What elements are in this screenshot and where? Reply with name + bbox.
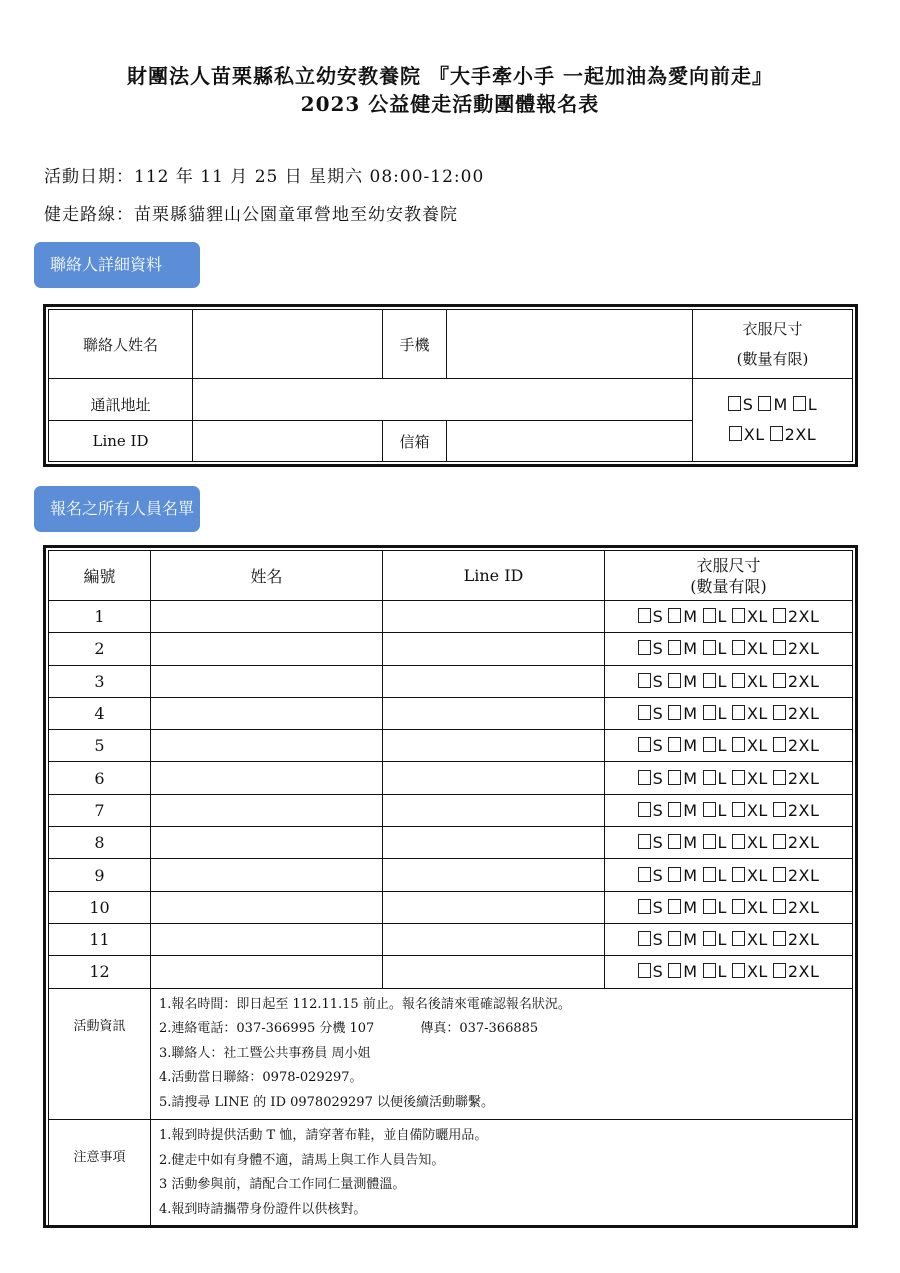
contact-email-label: 信箱 [383, 421, 447, 462]
line-id-field[interactable] [383, 697, 605, 729]
contact-phone-field[interactable] [447, 310, 693, 379]
name-field[interactable] [151, 633, 383, 665]
contact-email-field[interactable] [447, 421, 693, 462]
checkbox-s[interactable] [638, 963, 651, 978]
col-number-header: 編號 [49, 551, 151, 601]
size-option-label: XL [746, 607, 768, 627]
activity-info-fax: 傳真：037-366885 [420, 1021, 539, 1037]
size-option-label: S [652, 962, 664, 982]
size-option-label: XL [746, 930, 768, 950]
line-id-field[interactable] [383, 762, 605, 794]
size-option-label: L [717, 930, 727, 950]
size-options [605, 859, 853, 891]
size-option-label: S [652, 639, 664, 659]
row-number: 5 [49, 730, 151, 762]
size-option-label: S [652, 897, 664, 917]
checkbox-l[interactable] [703, 608, 716, 623]
size-option-label: M [683, 833, 698, 853]
checkbox-s[interactable] [638, 867, 651, 882]
activity-info-line: 4.活動當日聯絡：0978-029297。 [159, 1070, 363, 1086]
contact-table [48, 309, 853, 462]
size-option-label: 2XL [787, 671, 820, 691]
checkbox-l[interactable] [703, 899, 716, 914]
checkbox-s[interactable] [728, 396, 741, 411]
size-option-label: M [683, 671, 698, 691]
size-option-label: M [683, 704, 698, 724]
checkbox-s[interactable] [638, 608, 651, 623]
checkbox-m[interactable] [668, 802, 681, 817]
table-row [49, 827, 853, 859]
size-option-label: S [652, 607, 664, 627]
checkbox-m[interactable] [668, 931, 681, 946]
size-option-label: L [717, 736, 727, 756]
checkbox-xl[interactable] [732, 867, 745, 882]
size-option-label: S [652, 833, 664, 853]
checkbox-l[interactable] [703, 737, 716, 752]
contact-phone-label: 手機 [383, 310, 447, 379]
table-row [49, 633, 853, 665]
row-number: 8 [49, 827, 151, 859]
line-id-field[interactable] [383, 923, 605, 955]
checkbox-s[interactable] [638, 673, 651, 688]
size-option-label: L [717, 833, 727, 853]
size-option-label: L [717, 865, 727, 885]
contact-address-label: 通訊地址 [49, 379, 193, 421]
size-option-label: XL [746, 962, 768, 982]
checkbox-xl[interactable] [732, 705, 745, 720]
notes-line: 3 活動參與前，請配合工作同仁量測體溫。 [159, 1177, 406, 1193]
row-number: 2 [49, 633, 151, 665]
contact-line-label: Line ID [49, 421, 193, 462]
checkbox-2xl[interactable] [773, 963, 786, 978]
size-option-label: 2XL [787, 865, 820, 885]
checkbox-xl[interactable] [729, 426, 742, 441]
activity-info-label: 活動資訊 [49, 988, 151, 1120]
notes-line: 1.報到時提供活動 T 恤，請穿著布鞋，並自備防曬用品。 [159, 1128, 488, 1144]
size-options [605, 697, 853, 729]
checkbox-2xl[interactable] [773, 737, 786, 752]
checkbox-xl[interactable] [732, 899, 745, 914]
row-number: 7 [49, 794, 151, 826]
size-option-label: L [717, 962, 727, 982]
size-option-label: 2XL [787, 607, 820, 627]
size-option-label: XL [746, 639, 768, 659]
checkbox-xl[interactable] [732, 640, 745, 655]
size-option-label: M [683, 962, 698, 982]
size-option-label: S [652, 800, 664, 820]
name-field[interactable] [151, 762, 383, 794]
size-option-label: XL [746, 800, 768, 820]
checkbox-xl[interactable] [732, 931, 745, 946]
size-option-label: L [717, 704, 727, 724]
size-option-label: 2XL [787, 768, 820, 788]
size-option-label: M [683, 930, 698, 950]
activity-info-line: 1.報名時間：即日起至 112.11.15 前止。報名後請來電確認報名狀況。 [159, 996, 571, 1012]
table-row [49, 697, 853, 729]
size-option-label: M [683, 897, 698, 917]
checkbox-s[interactable] [638, 802, 651, 817]
name-field[interactable] [151, 794, 383, 826]
col-name-header: 姓名 [151, 551, 383, 601]
checkbox-l[interactable] [703, 931, 716, 946]
checkbox-m[interactable] [668, 899, 681, 914]
size-option-label: S [652, 736, 664, 756]
event-date: 活動日期：112 年 11 月 25 日 星期六 08:00-12:00 [44, 167, 485, 187]
checkbox-2xl[interactable] [773, 608, 786, 623]
checkbox-m[interactable] [668, 608, 681, 623]
size-option-label: S [652, 865, 664, 885]
line-id-field[interactable] [383, 665, 605, 697]
notes-content [151, 1120, 853, 1227]
size-option-label: S [652, 704, 664, 724]
line-id-field[interactable] [383, 859, 605, 891]
size-option-label: M [683, 865, 698, 885]
activity-info-line: 2.連絡電話：037-366995 分機 107 [159, 1021, 375, 1037]
checkbox-s[interactable] [638, 705, 651, 720]
col-size-header [605, 551, 853, 601]
checkbox-l[interactable] [793, 396, 806, 411]
contact-size-header [693, 310, 853, 379]
checkbox-2xl[interactable] [773, 802, 786, 817]
contact-name-field[interactable] [193, 310, 383, 379]
checkbox-2xl[interactable] [773, 867, 786, 882]
size-options [605, 923, 853, 955]
size-option-label: XL [746, 736, 768, 756]
form-title: 財團法人苗栗縣私立幼安教養院 『大手牽小手 一起加油為愛向前走』 [127, 64, 773, 88]
size-option-label: L [717, 768, 727, 788]
form-subtitle: 2023 公益健走活動團體報名表 [300, 92, 600, 116]
row-number: 1 [49, 601, 151, 633]
name-field[interactable] [151, 730, 383, 762]
size-option-label: L [717, 897, 727, 917]
table-row [49, 762, 853, 794]
table-row [49, 730, 853, 762]
checkbox-l[interactable] [703, 673, 716, 688]
line-id-field[interactable] [383, 601, 605, 633]
line-id-field[interactable] [383, 794, 605, 826]
checkbox-m[interactable] [668, 834, 681, 849]
table-row [49, 891, 853, 923]
checkbox-2xl[interactable] [773, 770, 786, 785]
size-options [605, 891, 853, 923]
row-number: 9 [49, 859, 151, 891]
size-option-label: S [652, 671, 664, 691]
size-option-label: L [717, 607, 727, 627]
checkbox-xl[interactable] [732, 834, 745, 849]
name-field[interactable] [151, 827, 383, 859]
col-size-header-line1: 衣服尺寸 [696, 555, 761, 575]
size-option-label: M [683, 607, 698, 627]
roster-table [48, 550, 853, 1227]
size-option-label: 2XL [787, 833, 820, 853]
size-option-label: 2XL [787, 736, 820, 756]
contact-line-field[interactable] [193, 421, 383, 462]
checkbox-xl[interactable] [732, 737, 745, 752]
line-id-field[interactable] [383, 827, 605, 859]
line-id-field[interactable] [383, 891, 605, 923]
size-option-label: 2XL [787, 962, 820, 982]
checkbox-xl[interactable] [732, 608, 745, 623]
size-options [605, 956, 853, 988]
size-option-label: 2XL [787, 897, 820, 917]
row-number: 3 [49, 665, 151, 697]
checkbox-s[interactable] [638, 834, 651, 849]
size-options [605, 665, 853, 697]
size-option-label: XL [746, 865, 768, 885]
contact-address-field[interactable] [193, 379, 693, 421]
size-options [605, 762, 853, 794]
line-id-field[interactable] [383, 730, 605, 762]
size-option-label: 2XL [787, 639, 820, 659]
name-field[interactable] [151, 956, 383, 988]
table-row [49, 601, 853, 633]
checkbox-l[interactable] [703, 802, 716, 817]
notes-line: 4.報到時請攜帶身份證件以供核對。 [159, 1201, 367, 1217]
col-size-header-line2: (數量有限) [690, 576, 767, 596]
checkbox-xl[interactable] [732, 770, 745, 785]
size-option-label: 2XL [787, 704, 820, 724]
checkbox-s[interactable] [638, 899, 651, 914]
checkbox-l[interactable] [703, 834, 716, 849]
size-options [605, 730, 853, 762]
checkbox-l[interactable] [703, 640, 716, 655]
contact-size-options: S M L XL 2XL [693, 379, 853, 462]
name-field[interactable] [151, 923, 383, 955]
checkbox-2xl[interactable] [773, 834, 786, 849]
activity-info-content [151, 988, 853, 1120]
name-field[interactable] [151, 859, 383, 891]
checkbox-xl[interactable] [732, 673, 745, 688]
checkbox-xl[interactable] [732, 963, 745, 978]
size-options [605, 794, 853, 826]
checkbox-s[interactable] [638, 770, 651, 785]
contact-name-label: 聯絡人姓名 [49, 310, 193, 379]
size-option-label: S [652, 930, 664, 950]
notes-label: 注意事項 [49, 1120, 151, 1227]
size-option-label: M [683, 800, 698, 820]
checkbox-m[interactable] [668, 673, 681, 688]
size-options [605, 601, 853, 633]
size-header-line1: 衣服尺寸 [742, 320, 803, 338]
activity-info-line: 5.請搜尋 LINE 的 ID 0978029297 以便後續活動聯繫。 [159, 1094, 494, 1110]
event-route: 健走路線：苗栗縣貓貍山公園童軍營地至幼安教養院 [44, 205, 458, 225]
table-row [49, 956, 853, 988]
size-option-label: XL [746, 671, 768, 691]
checkbox-s[interactable] [638, 737, 651, 752]
name-field[interactable] [151, 697, 383, 729]
size-option-label: 2XL [787, 800, 820, 820]
checkbox-l[interactable] [703, 705, 716, 720]
checkbox-m[interactable] [668, 867, 681, 882]
checkbox-2xl[interactable] [773, 673, 786, 688]
checkbox-m[interactable] [668, 705, 681, 720]
table-row [49, 923, 853, 955]
checkbox-m[interactable] [668, 737, 681, 752]
checkbox-xl[interactable] [732, 802, 745, 817]
checkbox-2xl[interactable] [773, 931, 786, 946]
size-option-label: L [717, 671, 727, 691]
checkbox-2xl[interactable] [773, 705, 786, 720]
table-row [49, 859, 853, 891]
line-id-field[interactable] [383, 956, 605, 988]
checkbox-l[interactable] [703, 867, 716, 882]
row-number: 10 [49, 891, 151, 923]
checkbox-m[interactable] [668, 640, 681, 655]
size-option-label: L [717, 800, 727, 820]
roster-section-heading: 報名之所有人員名單 [34, 486, 200, 532]
checkbox-m[interactable] [668, 963, 681, 978]
checkbox-m[interactable] [668, 770, 681, 785]
checkbox-2xl[interactable] [770, 426, 783, 441]
checkbox-2xl[interactable] [773, 899, 786, 914]
checkbox-l[interactable] [703, 963, 716, 978]
name-field[interactable] [151, 601, 383, 633]
row-number: 4 [49, 697, 151, 729]
col-line-header: Line ID [383, 551, 605, 601]
size-option-label: L [717, 639, 727, 659]
size-header-line2: (數量有限) [736, 350, 809, 368]
line-id-field[interactable] [383, 633, 605, 665]
row-number: 6 [49, 762, 151, 794]
size-option-label: M [683, 639, 698, 659]
name-field[interactable] [151, 665, 383, 697]
size-option-label: XL [746, 704, 768, 724]
table-row [49, 794, 853, 826]
table-row [49, 665, 853, 697]
size-option-label: XL [746, 768, 768, 788]
checkbox-2xl[interactable] [773, 640, 786, 655]
checkbox-s[interactable] [638, 931, 651, 946]
checkbox-s[interactable] [638, 640, 651, 655]
notes-line: 2.健走中如有身體不適，請馬上與工作人員告知。 [159, 1152, 445, 1168]
size-option-label: M [683, 736, 698, 756]
size-options [605, 827, 853, 859]
size-options [605, 633, 853, 665]
row-number: 11 [49, 923, 151, 955]
size-option-label: XL [746, 833, 768, 853]
contact-section-heading: 聯絡人詳細資料 [34, 242, 200, 288]
checkbox-m[interactable] [758, 396, 771, 411]
row-number: 12 [49, 956, 151, 988]
size-option-label: XL [746, 897, 768, 917]
size-option-label: 2XL [787, 930, 820, 950]
checkbox-l[interactable] [703, 770, 716, 785]
name-field[interactable] [151, 891, 383, 923]
size-option-label: S [652, 768, 664, 788]
activity-info-line: 3.聯絡人：社工暨公共事務員 周小姐 [159, 1045, 371, 1061]
size-option-label: M [683, 768, 698, 788]
